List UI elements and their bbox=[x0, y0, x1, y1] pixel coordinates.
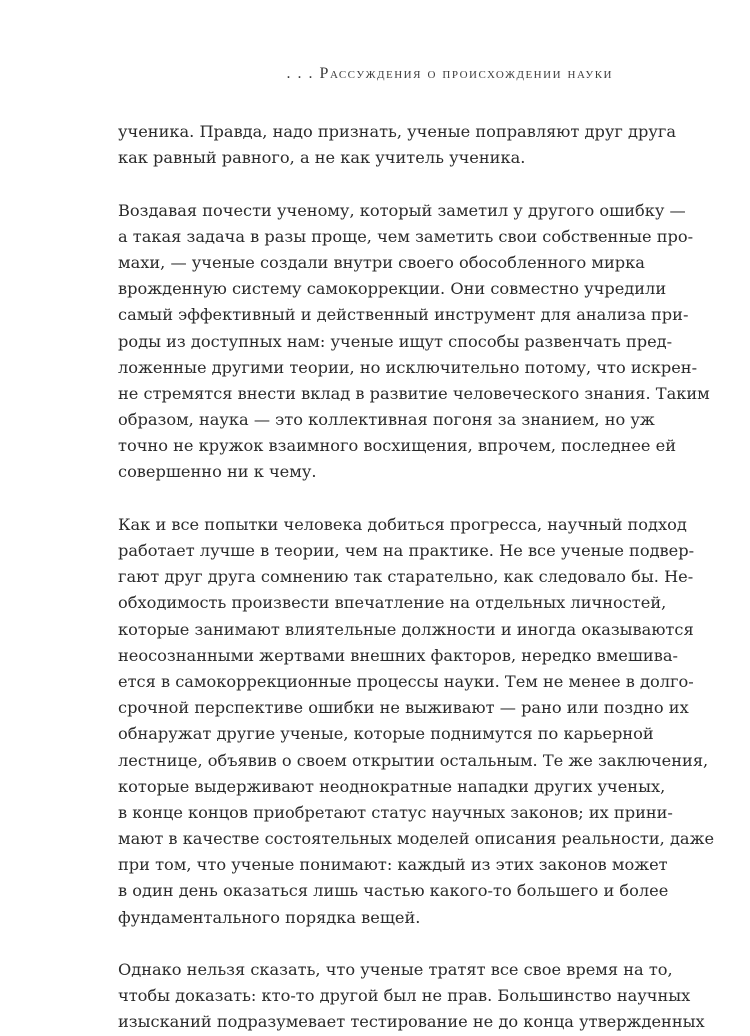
text-line: гают друг друга сомнению так старательно, как следовало бы. Не- bbox=[118, 567, 694, 587]
text-line: Как и все попытки человека добиться прогресса, научный подход bbox=[118, 514, 687, 534]
text-line: ложенные другими теории, но исключительно потому, что искрен- bbox=[118, 357, 698, 377]
running-head: . . . Рассуждения о происхождении науки bbox=[286, 65, 613, 82]
text-line: в конце концов приобретают статус научных законов; их прини- bbox=[118, 802, 673, 822]
text-line: лестнице, объявив о своем открытии остальным. Те же заключения, bbox=[118, 750, 709, 770]
paragraph bbox=[118, 198, 710, 486]
text-line: не стремятся внести вклад в развитие человеческого знания. Таким bbox=[118, 383, 710, 403]
text-line: чтобы доказать: кто-то другой был не прав. Большинство научных bbox=[118, 986, 691, 1006]
text-line: как равный равного, а не как учитель ученика. bbox=[118, 148, 526, 168]
page-body bbox=[118, 119, 715, 1036]
text-line: мают в качестве состоятельных моделей описания реальности, даже bbox=[118, 829, 715, 849]
text-line: обходимость произвести впечатление на отдельных личностей, bbox=[118, 593, 667, 613]
text-line: работает лучше в теории, чем на практике. Не все ученые подвер- bbox=[118, 541, 695, 560]
text-line: а такая задача в разы проще, чем заметить свои собственные про- bbox=[118, 226, 694, 246]
paragraph bbox=[118, 512, 715, 931]
text-line: срочной перспективе ошибки не выживают — рано или поздно их bbox=[118, 698, 689, 718]
text-line: ется в самокоррекционные процессы науки. Тем не менее в долго- bbox=[118, 671, 694, 691]
text-line: образом, наука — это коллективная погоня за знанием, но уж bbox=[118, 410, 655, 430]
text-line: фундаментального порядка вещей. bbox=[118, 907, 421, 927]
text-line: которые занимают влиятельные должности и иногда оказываются bbox=[118, 619, 694, 639]
paragraph bbox=[118, 957, 705, 1036]
text-line: обнаружат другие ученые, которые поднимутся по карьерной bbox=[118, 724, 654, 744]
paragraph bbox=[118, 119, 676, 171]
text-line: врожденную систему самокоррекции. Они совместно учредили bbox=[118, 279, 667, 299]
text-line: Воздавая почести ученому, который заметил у другого ошибку — bbox=[118, 200, 686, 220]
text-line: роды из доступных нам: ученые ищут способы развенчать пред- bbox=[118, 331, 673, 351]
text-line: неосознанными жертвами внешних факторов, нередко вмешива- bbox=[118, 645, 678, 665]
text-line: в один день оказаться лишь частью какого-то большего и более bbox=[118, 881, 669, 901]
text-line: ученика. Правда, надо признать, ученые поправляют друг друга bbox=[118, 122, 676, 141]
text-line: при том, что ученые понимают: каждый из этих законов может bbox=[118, 855, 668, 875]
text-line: точно не кружок взаимного восхищения, впрочем, последнее ей bbox=[118, 436, 677, 456]
text-line: махи, — ученые создали внутри своего обособленного мирка bbox=[118, 252, 645, 272]
text-line: изысканий подразумевает тестирование не до конца утвержденных bbox=[118, 1012, 705, 1032]
text-line: совершенно ни к чему. bbox=[118, 462, 317, 482]
text-line: которые выдерживают неоднократные нападки других ученых, bbox=[118, 776, 666, 796]
text-line: самый эффективный и действенный инструмент для анализа при- bbox=[118, 305, 689, 325]
text-line: Однако нельзя сказать, что ученые тратят все свое время на то, bbox=[118, 960, 673, 979]
